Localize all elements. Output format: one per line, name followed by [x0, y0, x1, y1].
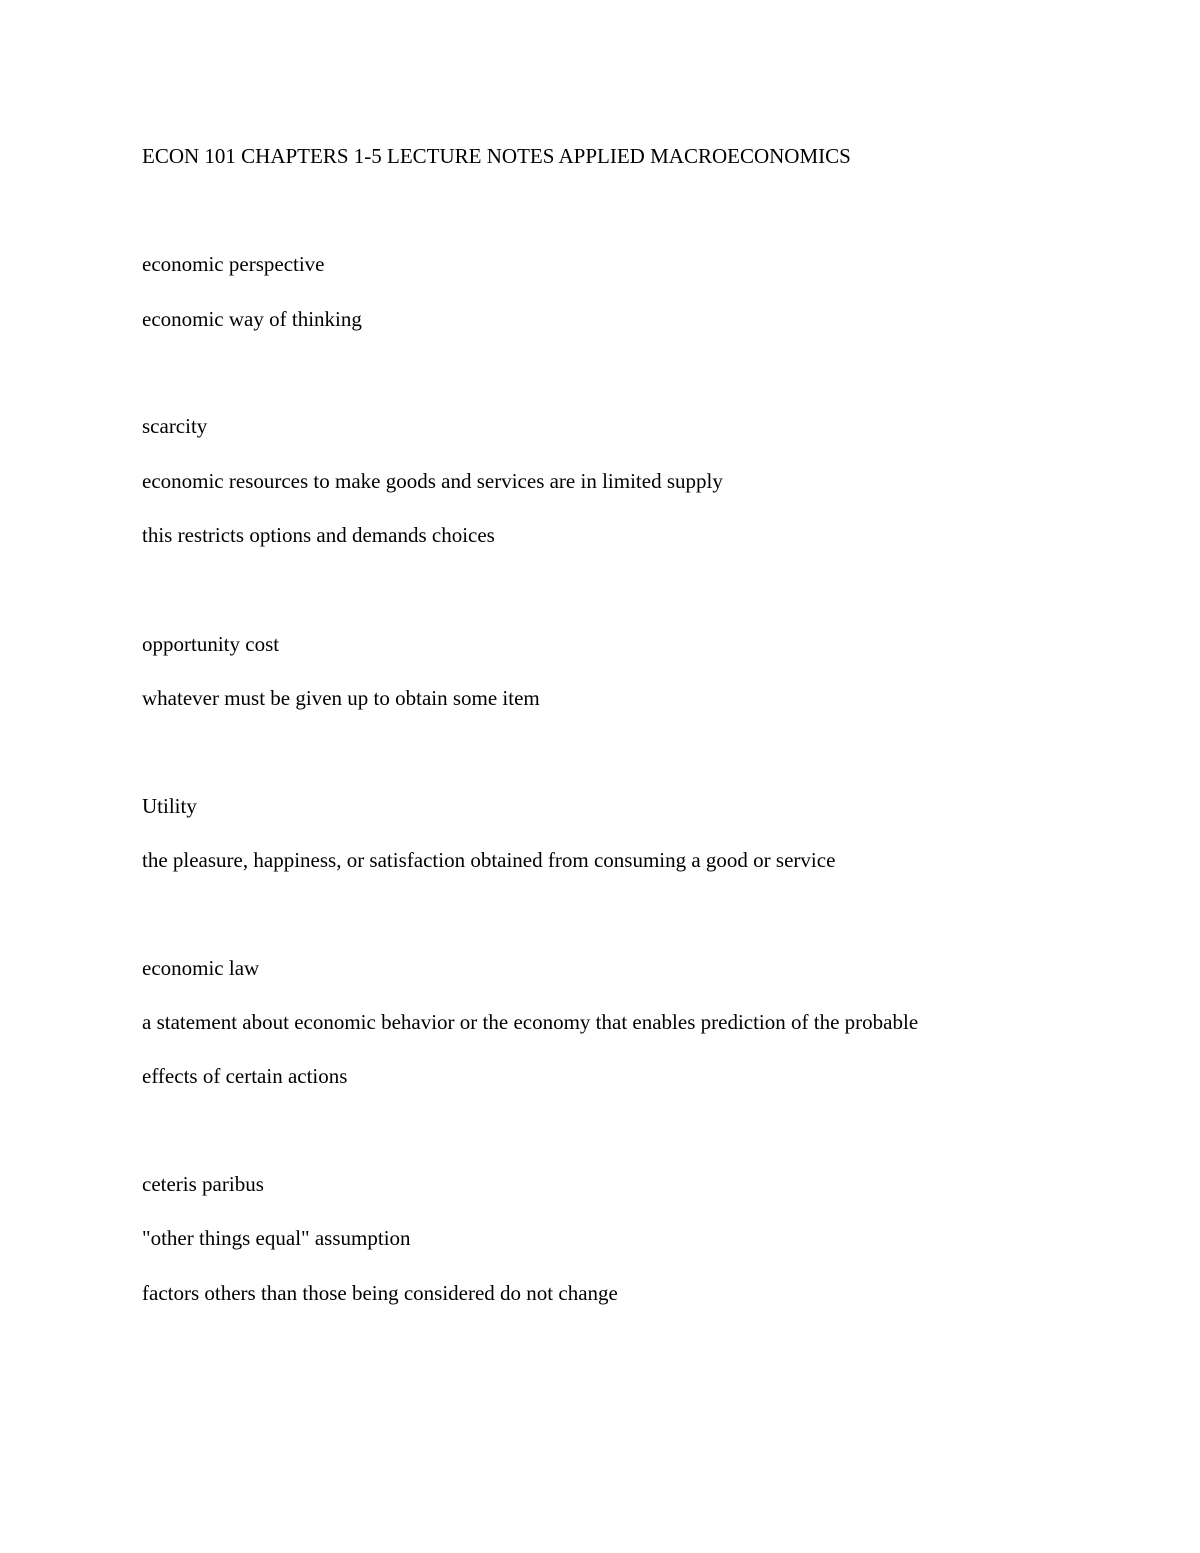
definition-line: economic way of thinking [142, 307, 362, 331]
definition-line: a statement about economic behavior or the economy that enables prediction of the probable [142, 1010, 919, 1034]
term-line: ceteris paribus [142, 1172, 264, 1196]
definition-line: effects of certain actions [142, 1064, 348, 1088]
definition-line: this restricts options and demands choices [142, 523, 495, 547]
definition-line: whatever must be given up to obtain some item [142, 686, 540, 710]
term-line: scarcity [142, 414, 208, 438]
definition-line: "other things equal" assumption [142, 1226, 411, 1250]
definition-line: the pleasure, happiness, or satisfaction obtained from consuming a good or service [142, 848, 836, 872]
term-line: Utility [142, 794, 197, 818]
term-line: economic law [142, 956, 260, 980]
document-title: ECON 101 CHAPTERS 1-5 LECTURE NOTES APPLIED MACROECONOMICS [142, 144, 851, 168]
term-line: opportunity cost [142, 632, 280, 656]
definition-line: economic resources to make goods and services are in limited supply [142, 469, 723, 493]
definition-line: factors others than those being considered do not change [142, 1281, 618, 1305]
term-line: economic perspective [142, 252, 325, 276]
